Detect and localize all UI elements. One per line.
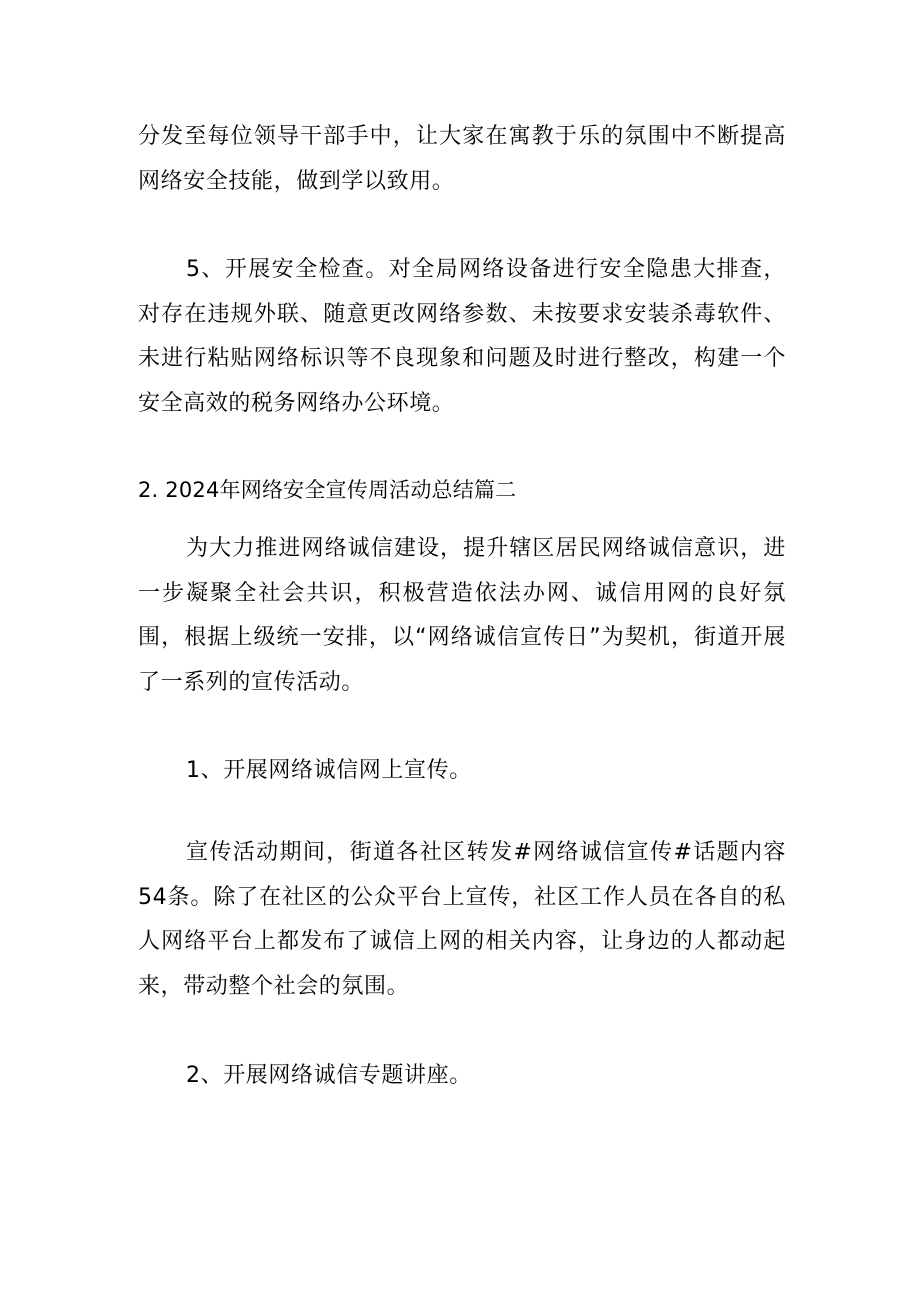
paragraph-item-2: 2、开展网络诚信专题讲座。 bbox=[186, 1063, 472, 1088]
paragraph-online-publicity: 宣传活动期间，街道各社区转发#网络诚信宣传#话题内容54条。除了在社区的公众平台上宣传，社区工作人员在各自的私人网络平台上都发布了诚信上网的相关内容，让身边的人都动起来，带动整个社会的氛围。 bbox=[138, 840, 786, 999]
paragraph-intro: 为大力推进网络诚信建设，提升辖区居民网络诚信意识，进一步凝聚全社会共识，积极营造依法办网、诚信用网的良好氛围，根据上级统一安排，以“网络诚信宣传日”为契机，街道开展了一系列的宣传活动。 bbox=[138, 536, 786, 695]
paragraph-item-1: 1、开展网络诚信网上宣传。 bbox=[186, 758, 472, 783]
paragraph-distribution-end: 分发至每位领导干部手中，让大家在寓教于乐的氛围中不断提高网络安全技能，做到学以致用。 bbox=[138, 124, 786, 194]
paragraph-security-inspection: 5、开展安全检查。对全局网络设备进行安全隐患大排查，对存在违规外联、随意更改网络参数、未按要求安装杀毒软件、未进行粘贴网络标识等不良现象和问题及时进行整改，构建一个安全高效的税务网络办公环境。 bbox=[138, 257, 786, 416]
section-heading: 2. 2024年网络安全宣传周活动总结篇二 bbox=[138, 478, 517, 502]
